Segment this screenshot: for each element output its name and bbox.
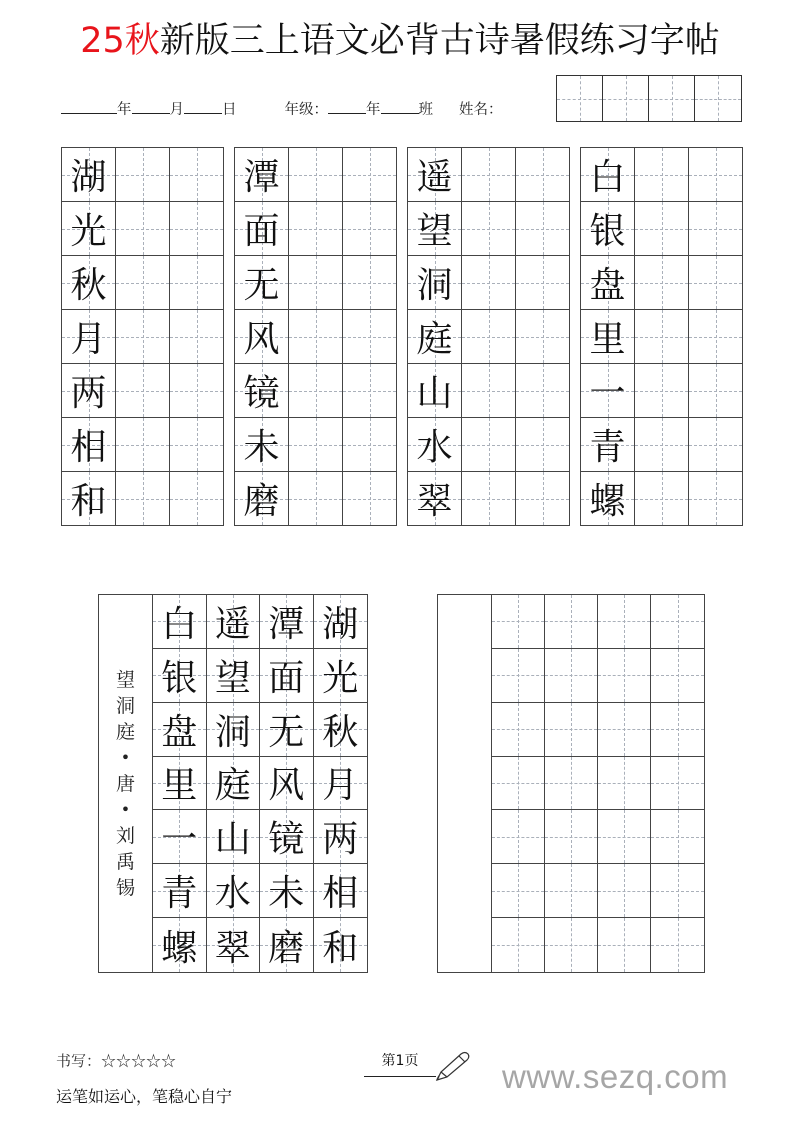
practice-cell[interactable] — [343, 364, 397, 418]
practice-cell[interactable] — [289, 472, 343, 526]
practice-cell[interactable] — [462, 148, 516, 202]
poem-author-char: 禹 — [115, 850, 135, 873]
blank-practice-cell[interactable] — [545, 864, 598, 918]
model-char: 月 — [70, 319, 107, 360]
model-char: 磨 — [243, 481, 280, 522]
class-label: 班 — [418, 102, 433, 118]
motto: 运笔如运心，笔稳心自宁 — [56, 1087, 233, 1106]
poem-char-cell — [260, 918, 314, 972]
title-highlight: 25秋 — [80, 21, 160, 61]
model-char-cell — [581, 202, 635, 256]
model-char-cell — [408, 148, 462, 202]
model-char-cell — [581, 148, 635, 202]
grade-blank[interactable] — [328, 98, 366, 114]
model-char: 秋 — [70, 265, 107, 306]
poem-char: 无 — [268, 711, 305, 753]
practice-cell[interactable] — [343, 256, 397, 310]
model-char: 潭 — [243, 157, 280, 198]
day-blank[interactable] — [184, 98, 222, 114]
poem-char-cell — [207, 810, 261, 864]
model-char-cell — [408, 256, 462, 310]
practice-cell[interactable] — [689, 310, 743, 364]
blank-title-column[interactable] — [438, 595, 492, 972]
pen-icon — [435, 1050, 471, 1082]
month-label: 月 — [169, 102, 184, 118]
model-char-cell — [581, 472, 635, 526]
model-char: 翠 — [416, 481, 453, 522]
blank-practice-cell[interactable] — [598, 810, 651, 864]
separator-dot: • — [120, 747, 131, 767]
model-char-cell — [235, 418, 289, 472]
model-char-cell — [235, 202, 289, 256]
practice-cell[interactable] — [289, 256, 343, 310]
model-char-cell — [581, 364, 635, 418]
name-cell[interactable] — [557, 76, 603, 121]
poem-char-cell — [314, 810, 368, 864]
blank-practice-cell[interactable] — [598, 703, 651, 757]
grade-label: 年级： — [284, 102, 328, 118]
model-char: 光 — [70, 211, 107, 252]
blank-practice-cell[interactable] — [492, 810, 545, 864]
practice-cell[interactable] — [116, 256, 170, 310]
model-char-cell — [62, 310, 116, 364]
model-char: 螺 — [589, 481, 626, 522]
practice-cell[interactable] — [689, 418, 743, 472]
practice-cell[interactable] — [343, 418, 397, 472]
practice-cell[interactable] — [170, 472, 224, 526]
model-char-cell — [235, 364, 289, 418]
poem-char: 庭 — [214, 765, 251, 807]
blank-practice-cell[interactable] — [545, 810, 598, 864]
practice-cell[interactable] — [170, 148, 224, 202]
practice-cell[interactable] — [462, 472, 516, 526]
poem-char: 遥 — [214, 603, 251, 645]
blank-practice-cell[interactable] — [545, 757, 598, 811]
practice-cell[interactable] — [116, 418, 170, 472]
model-char: 庭 — [416, 319, 453, 360]
name-cell[interactable] — [649, 76, 695, 121]
poem-title-column — [99, 595, 153, 972]
model-char-cell — [62, 256, 116, 310]
blank-practice-cell[interactable] — [651, 864, 704, 918]
practice-cell[interactable] — [689, 148, 743, 202]
rating — [56, 1050, 176, 1071]
day-label: 日 — [222, 102, 237, 118]
poem-char-cell — [207, 595, 261, 649]
model-char-cell — [408, 472, 462, 526]
model-char: 盘 — [589, 265, 626, 306]
poem-author-char: 锡 — [115, 876, 135, 899]
blank-practice-cell[interactable] — [492, 864, 545, 918]
model-char: 无 — [243, 265, 280, 306]
poem-char-cell — [153, 649, 207, 703]
practice-cell[interactable] — [462, 364, 516, 418]
model-char: 水 — [416, 427, 453, 468]
practice-cell[interactable] — [689, 364, 743, 418]
name-cell[interactable] — [695, 76, 741, 121]
practice-cell[interactable] — [516, 148, 570, 202]
model-char-cell — [408, 364, 462, 418]
model-char-cell — [235, 148, 289, 202]
practice-cell[interactable] — [516, 418, 570, 472]
poem-char: 洞 — [214, 711, 251, 753]
blank-practice-cell[interactable] — [492, 703, 545, 757]
page-number: 第1页 — [364, 1050, 436, 1077]
name-writing-box — [556, 75, 742, 122]
practice-cell[interactable] — [462, 418, 516, 472]
poem-char-cell — [153, 757, 207, 811]
poem-char-cell — [207, 703, 261, 757]
practice-cell[interactable] — [116, 310, 170, 364]
year-label: 年 — [117, 102, 132, 118]
poem-title-char: 洞 — [115, 694, 135, 717]
model-char: 山 — [416, 373, 453, 414]
poem-char: 月 — [322, 765, 359, 807]
practice-cell[interactable] — [116, 472, 170, 526]
blank-practice-cell[interactable] — [492, 918, 545, 972]
grade-year-label: 年 — [366, 102, 381, 118]
practice-cell[interactable] — [635, 256, 689, 310]
practice-cell[interactable] — [635, 472, 689, 526]
poem-char: 面 — [268, 657, 305, 699]
poem-char-cell — [314, 918, 368, 972]
model-char: 镜 — [243, 373, 280, 414]
blank-grid — [492, 595, 704, 972]
practice-cell[interactable] — [635, 364, 689, 418]
practice-cell[interactable] — [635, 148, 689, 202]
poem-char: 水 — [214, 873, 251, 915]
blank-practice-cell[interactable] — [545, 703, 598, 757]
practice-cell[interactable] — [635, 202, 689, 256]
practice-cell[interactable] — [689, 202, 743, 256]
poem-char: 秋 — [322, 711, 359, 753]
blank-practice-cell[interactable] — [492, 757, 545, 811]
student-info-line — [61, 98, 503, 121]
practice-block-3 — [407, 147, 570, 526]
practice-cell[interactable] — [170, 202, 224, 256]
poem-char-cell — [153, 918, 207, 972]
practice-cell[interactable] — [343, 472, 397, 526]
model-char: 相 — [70, 427, 107, 468]
blank-practice-cell[interactable] — [651, 918, 704, 972]
blank-practice-cell[interactable] — [545, 918, 598, 972]
poem-title-char: 庭 — [115, 720, 135, 743]
practice-block-1 — [61, 147, 224, 526]
model-char-cell — [62, 202, 116, 256]
model-char-cell — [408, 310, 462, 364]
model-char-cell — [62, 418, 116, 472]
model-char: 两 — [70, 373, 107, 414]
practice-cell[interactable] — [462, 256, 516, 310]
poem-char: 湖 — [322, 603, 359, 645]
poem-char: 一 — [161, 819, 198, 861]
model-char-cell — [62, 472, 116, 526]
blank-practice-cell[interactable] — [598, 595, 651, 649]
poem-char-cell — [153, 864, 207, 918]
poem-char: 潭 — [268, 603, 305, 645]
poem-char: 风 — [268, 765, 305, 807]
practice-block-4 — [580, 147, 743, 526]
poem-char: 磨 — [268, 927, 305, 969]
model-char: 白 — [589, 157, 626, 198]
class-blank[interactable] — [381, 98, 419, 114]
model-char: 银 — [589, 211, 626, 252]
model-char: 风 — [243, 319, 280, 360]
poem-char-cell — [260, 757, 314, 811]
practice-cell[interactable] — [635, 418, 689, 472]
poem-char-cell — [153, 703, 207, 757]
title-text: 新版三上语文必背古诗暑假练习字帖 — [159, 21, 720, 61]
poem-char-cell — [314, 864, 368, 918]
model-char: 遥 — [416, 157, 453, 198]
poem-char-cell — [260, 864, 314, 918]
poem-char-cell — [260, 649, 314, 703]
page-title — [0, 18, 800, 64]
model-char-cell — [235, 256, 289, 310]
blank-practice-cell[interactable] — [598, 649, 651, 703]
model-char-cell — [581, 310, 635, 364]
blank-practice-cell[interactable] — [651, 703, 704, 757]
practice-cell[interactable] — [170, 364, 224, 418]
separator-dot: • — [120, 799, 131, 819]
poem-char: 相 — [322, 873, 359, 915]
model-char: 洞 — [416, 265, 453, 306]
blank-practice-cell[interactable] — [651, 649, 704, 703]
poem-char: 翠 — [214, 927, 251, 969]
blank-practice-cell[interactable] — [651, 757, 704, 811]
model-char-cell — [235, 310, 289, 364]
practice-cell[interactable] — [516, 202, 570, 256]
practice-cell[interactable] — [462, 310, 516, 364]
poem-char-cell — [207, 649, 261, 703]
poem-char-cell — [207, 757, 261, 811]
practice-block-2 — [234, 147, 397, 526]
model-char: 和 — [70, 481, 107, 522]
poem-char: 望 — [214, 657, 251, 699]
blank-practice-cell[interactable] — [651, 810, 704, 864]
practice-cell[interactable] — [689, 256, 743, 310]
practice-cell[interactable] — [289, 364, 343, 418]
practice-cell[interactable] — [462, 202, 516, 256]
blank-practice-cell[interactable] — [545, 649, 598, 703]
rating-label: 书写： — [56, 1052, 102, 1070]
poem-char-cell — [260, 595, 314, 649]
blank-practice-cell[interactable] — [545, 595, 598, 649]
poem-char-cell — [260, 703, 314, 757]
poem-char: 螺 — [161, 927, 198, 969]
poem-panel — [98, 594, 368, 973]
poem-char: 光 — [322, 657, 359, 699]
poem-char: 白 — [161, 603, 198, 645]
blank-practice-cell[interactable] — [598, 918, 651, 972]
model-char: 未 — [243, 427, 280, 468]
poem-char: 山 — [214, 819, 251, 861]
practice-cell[interactable] — [170, 256, 224, 310]
blank-practice-cell[interactable] — [598, 864, 651, 918]
poem-char-cell — [153, 595, 207, 649]
poem-char: 青 — [161, 873, 198, 915]
practice-cell[interactable] — [516, 472, 570, 526]
rating-stars[interactable]: ☆☆☆☆☆ — [101, 1052, 177, 1070]
poem-char-cell — [314, 649, 368, 703]
poem-char-cell — [314, 595, 368, 649]
poem-dynasty: 唐 — [115, 772, 135, 795]
poem-char-cell — [314, 703, 368, 757]
practice-cell[interactable] — [289, 418, 343, 472]
blank-practice-cell[interactable] — [492, 595, 545, 649]
model-char-cell — [62, 148, 116, 202]
practice-cell[interactable] — [516, 256, 570, 310]
model-char-cell — [235, 472, 289, 526]
poem-char: 和 — [322, 927, 359, 969]
poem-char: 里 — [161, 765, 198, 807]
practice-cell[interactable] — [170, 310, 224, 364]
practice-cell[interactable] — [516, 364, 570, 418]
poem-title-char: 望 — [115, 668, 135, 691]
poem-char: 未 — [268, 873, 305, 915]
model-char: 里 — [589, 319, 626, 360]
model-char-cell — [581, 418, 635, 472]
practice-cell[interactable] — [289, 202, 343, 256]
model-char: 面 — [243, 211, 280, 252]
practice-cell[interactable] — [343, 310, 397, 364]
poem-char-cell — [207, 864, 261, 918]
model-char: 望 — [416, 211, 453, 252]
model-char: 青 — [589, 427, 626, 468]
practice-cell[interactable] — [689, 472, 743, 526]
practice-cell[interactable] — [289, 310, 343, 364]
model-char-cell — [408, 418, 462, 472]
practice-cell[interactable] — [516, 310, 570, 364]
practice-cell[interactable] — [116, 202, 170, 256]
model-char: 湖 — [70, 157, 107, 198]
blank-practice-cell[interactable] — [598, 757, 651, 811]
practice-cell[interactable] — [116, 364, 170, 418]
poem-char-cell — [260, 810, 314, 864]
watermark: www.sezq.com — [502, 1058, 729, 1095]
month-blank[interactable] — [132, 98, 170, 114]
poem-char: 银 — [161, 657, 198, 699]
blank-practice-cell[interactable] — [651, 595, 704, 649]
poem-author-char: 刘 — [115, 824, 135, 847]
blank-practice-cell[interactable] — [492, 649, 545, 703]
poem-char-cell — [153, 810, 207, 864]
poem-char: 盘 — [161, 711, 198, 753]
poem-char: 两 — [322, 819, 359, 861]
year-blank[interactable] — [61, 98, 117, 114]
poem-char-cell — [314, 757, 368, 811]
poem-char: 镜 — [268, 819, 305, 861]
name-cell[interactable] — [603, 76, 649, 121]
practice-cell[interactable] — [343, 202, 397, 256]
practice-cell[interactable] — [635, 310, 689, 364]
poem-char-cell — [207, 918, 261, 972]
model-char: 一 — [589, 373, 626, 414]
practice-cell[interactable] — [116, 148, 170, 202]
name-label: 姓名： — [459, 102, 503, 118]
model-char-cell — [62, 364, 116, 418]
poem-grid — [153, 595, 367, 972]
practice-cell[interactable] — [289, 148, 343, 202]
blank-copy-panel — [437, 594, 705, 973]
model-char-cell — [581, 256, 635, 310]
practice-cell[interactable] — [170, 418, 224, 472]
practice-cell[interactable] — [343, 148, 397, 202]
model-char-cell — [408, 202, 462, 256]
